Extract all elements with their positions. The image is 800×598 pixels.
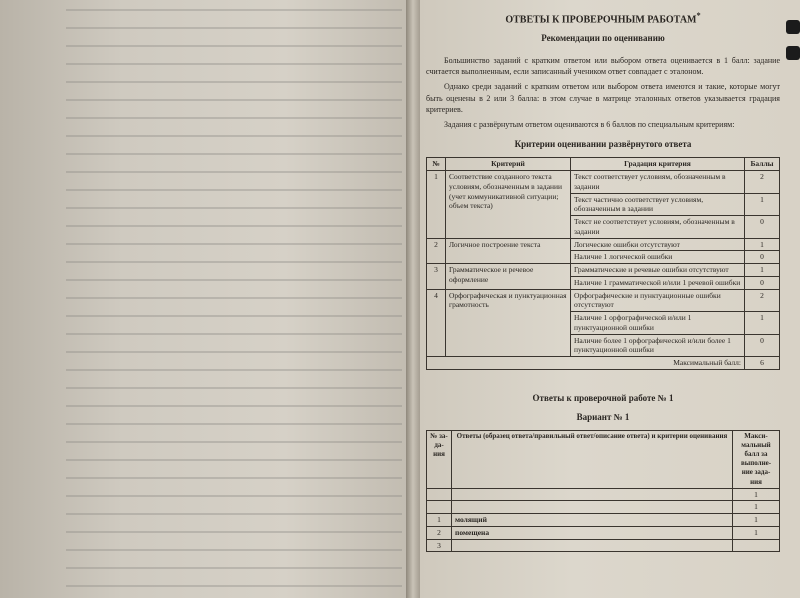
grade-points: 1 (745, 264, 780, 277)
grade-points: 0 (745, 251, 780, 264)
variant-title: Вариант № 1 (576, 412, 630, 423)
criterion-name: Орфографическая и пунктуационная грамотность (446, 289, 571, 357)
ring-icon (786, 46, 800, 60)
grade-text: Наличие 1 орфографической и/или 1 пунктуационной ошибки (571, 312, 745, 335)
paragraph-2: Однако среди заданий с кратким ответом или выбором ответа имеются и такие, которые могут быть оценены в 2 или 3 балла: в этом случае в матрице эталонных ответов указывается градация критериев. (426, 82, 780, 115)
max-score-row (427, 357, 780, 370)
criterion-num: 3 (427, 264, 446, 290)
grade-text: Наличие более 1 орфографической и/или более 1 пунктуационной ошибки (571, 334, 745, 357)
right-page (420, 0, 800, 598)
grade-text: Грамматические и речевые ошибки отсутствуют (571, 264, 745, 277)
ruled-lines (66, 0, 402, 598)
table-row (427, 501, 780, 514)
answer-points: 1 (733, 501, 780, 514)
header-points: Баллы (745, 158, 780, 171)
header-gradation: Градация критерия (571, 158, 745, 171)
criteria-title: Критерии оценивании развёрнутого ответа (514, 139, 692, 150)
paragraph-1: Большинство заданий с кратким ответом или выбором ответа оценивается в 1 балл: задание считается выполненным, если записанный учеником ответ совпадает с эталоном. (426, 55, 780, 77)
grade-points: 0 (745, 216, 780, 239)
answers-header-num: № за-да-ния (427, 431, 452, 489)
page-title: ОТВЕТЫ К ПРОВЕРОЧНЫМ РАБОТАМ* (505, 11, 701, 26)
answers-header-points: Макси-мальный балл за выполне-ние зада-ния (733, 431, 780, 489)
answers-header-row (427, 431, 780, 489)
answer-text (452, 488, 733, 501)
answer-points: 1 (733, 526, 780, 539)
table-row (427, 264, 780, 277)
page-content (426, 10, 780, 552)
criterion-name: Соответствие созданного текста условиям, обозначенным в задании (учет коммуникативной ситуации; объем текста) (446, 171, 571, 239)
criterion-num: 2 (427, 238, 446, 264)
table-row (427, 488, 780, 501)
table-row (427, 539, 780, 552)
grade-points: 1 (745, 312, 780, 335)
criteria-header-row (427, 158, 780, 171)
grade-points: 0 (745, 334, 780, 357)
answer-text: помещена (452, 526, 733, 539)
paragraph-3: Задания с развёрнутым ответом оцениваются в 6 баллов по специальным критериям: (444, 119, 735, 129)
criterion-name: Логичное построение текста (446, 238, 571, 264)
answer-num (427, 501, 452, 514)
grade-text: Наличие 1 логической ошибки (571, 251, 745, 264)
criterion-name: Грамматическое и речевое оформление (446, 264, 571, 290)
header-num: № (427, 158, 446, 171)
answer-num: 1 (427, 514, 452, 527)
grade-points: 1 (745, 193, 780, 216)
grade-text: Орфографические и пунктуационные ошибки отсутствуют (571, 289, 745, 312)
grade-text: Текст соответствует условиям, обозначенным в задании (571, 171, 745, 194)
answers-table (426, 430, 780, 552)
criterion-num: 4 (427, 289, 446, 357)
book-spine (406, 0, 420, 598)
table-row (427, 514, 780, 527)
grade-text: Текст не соответствует условиям, обозначенным в задании (571, 216, 745, 239)
header-criterion: Критерий (446, 158, 571, 171)
answer-points: 1 (733, 488, 780, 501)
table-row (427, 526, 780, 539)
grade-points: 2 (745, 171, 780, 194)
grade-text: Логические ошибки отсутствуют (571, 238, 745, 251)
grade-text: Наличие 1 грамматической и/или 1 речевой ошибки (571, 276, 745, 289)
answer-num (427, 488, 452, 501)
answer-points (733, 539, 780, 552)
table-row (427, 171, 780, 194)
answer-text (452, 501, 733, 514)
answer-points: 1 (733, 514, 780, 527)
page-subtitle: Рекомендации по оцениванию (541, 32, 665, 43)
answer-num: 3 (427, 539, 452, 552)
criteria-table (426, 157, 780, 370)
answer-text (452, 539, 733, 552)
binder-rings (780, 20, 800, 100)
criterion-num: 1 (427, 171, 446, 239)
grade-points: 2 (745, 289, 780, 312)
grade-points: 1 (745, 238, 780, 251)
grade-points: 0 (745, 276, 780, 289)
ring-icon (786, 20, 800, 34)
max-score-value: 6 (745, 357, 780, 370)
answers-header-answer: Ответы (образец ответа/правильный ответ/описание ответа) и критерии оценивания (452, 431, 733, 489)
answer-num: 2 (427, 526, 452, 539)
table-row (427, 289, 780, 312)
answer-text: молящий (452, 514, 733, 527)
max-score-label: Максимальный балл: (427, 357, 745, 370)
table-row (427, 238, 780, 251)
answers-title: Ответы к проверочной работе № 1 (532, 392, 674, 403)
grade-text: Текст частично соответствует условиям, обозначенным в задании (571, 193, 745, 216)
